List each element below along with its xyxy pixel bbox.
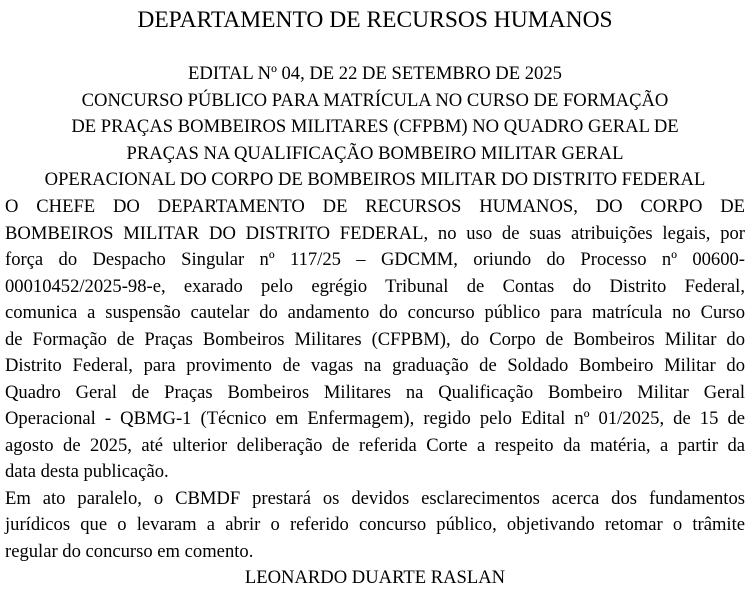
paragraph-clarifications bbox=[5, 486, 745, 566]
edital-subject-line: CONCURSO PÚBLICO PARA MATRÍCULA NO CURSO DE FORMAÇÃO bbox=[81, 89, 669, 111]
body-line: jurídicos que o levaram a abrir o referido concurso público, objetivando retomar o trâmite bbox=[5, 514, 745, 535]
signatory-name: LEONARDO DUARTE RASLAN bbox=[244, 567, 506, 588]
body-line: Quadro Geral de Praças Bombeiros Militares na Qualificação Bombeiro Militar Geral bbox=[5, 381, 745, 403]
edital-subject-line: PRAÇAS NA QUALIFICAÇÃO BOMBEIRO MILITAR GERAL bbox=[126, 142, 624, 164]
body-line: comunica a suspensão cautelar do andamento do concurso público para matrícula no Curso bbox=[5, 302, 745, 323]
body-line: 00010452/2025-98-e, exarado pelo egrégio Tribunal de Contas do Distrito Federal, bbox=[5, 275, 745, 297]
body-line: Em ato paralelo, o CBMDF prestará os devidos esclarecimentos acerca dos fundamentos bbox=[5, 487, 745, 509]
body-line: de Formação de Praças Bombeiros Militares (CFPBM), do Corpo de Bombeiros Militar do bbox=[5, 328, 745, 350]
paragraph-suspension-notice bbox=[5, 194, 745, 486]
body-line: BOMBEIROS MILITAR DO DISTRITO FEDERAL, no uso de suas atribuições legais, por bbox=[5, 222, 745, 244]
body-line: força do Despacho Singular nº 117/25 – GDCMM, oriundo do Processo nº 00600- bbox=[5, 249, 745, 270]
body-line: regular do concurso em comento. bbox=[5, 540, 254, 562]
edital-number-date: EDITAL Nº 04, DE 22 DE SETEMBRO DE 2025 bbox=[188, 63, 562, 84]
body-line: Operacional - QBMG-1 (Técnico em Enfermagem), regido pelo Edital nº 01/2025, de 15 de bbox=[5, 408, 745, 429]
edital-header bbox=[0, 61, 750, 194]
body-line: data desta publicação. bbox=[5, 461, 169, 482]
body-line: agosto de 2025, até ulterior deliberação de referida Corte a respeito da matéria, a partir da bbox=[5, 434, 745, 456]
edital-subject-line: DE PRAÇAS BOMBEIROS MILITARES (CFPBM) NO QUADRO GERAL DE bbox=[71, 116, 679, 137]
edital-subject-line: OPERACIONAL DO CORPO DE BOMBEIROS MILITAR DO DISTRITO FEDERAL bbox=[44, 169, 706, 190]
edital-body bbox=[5, 194, 745, 592]
department-title: DEPARTAMENTO DE RECURSOS HUMANOS bbox=[137, 7, 613, 33]
body-line: O CHEFE DO DEPARTAMENTO DE RECURSOS HUMANOS, DO CORPO DE bbox=[5, 196, 745, 217]
body-line: Distrito Federal, para provimento de vagas na graduação de Soldado Bombeiro Militar do bbox=[5, 355, 745, 376]
